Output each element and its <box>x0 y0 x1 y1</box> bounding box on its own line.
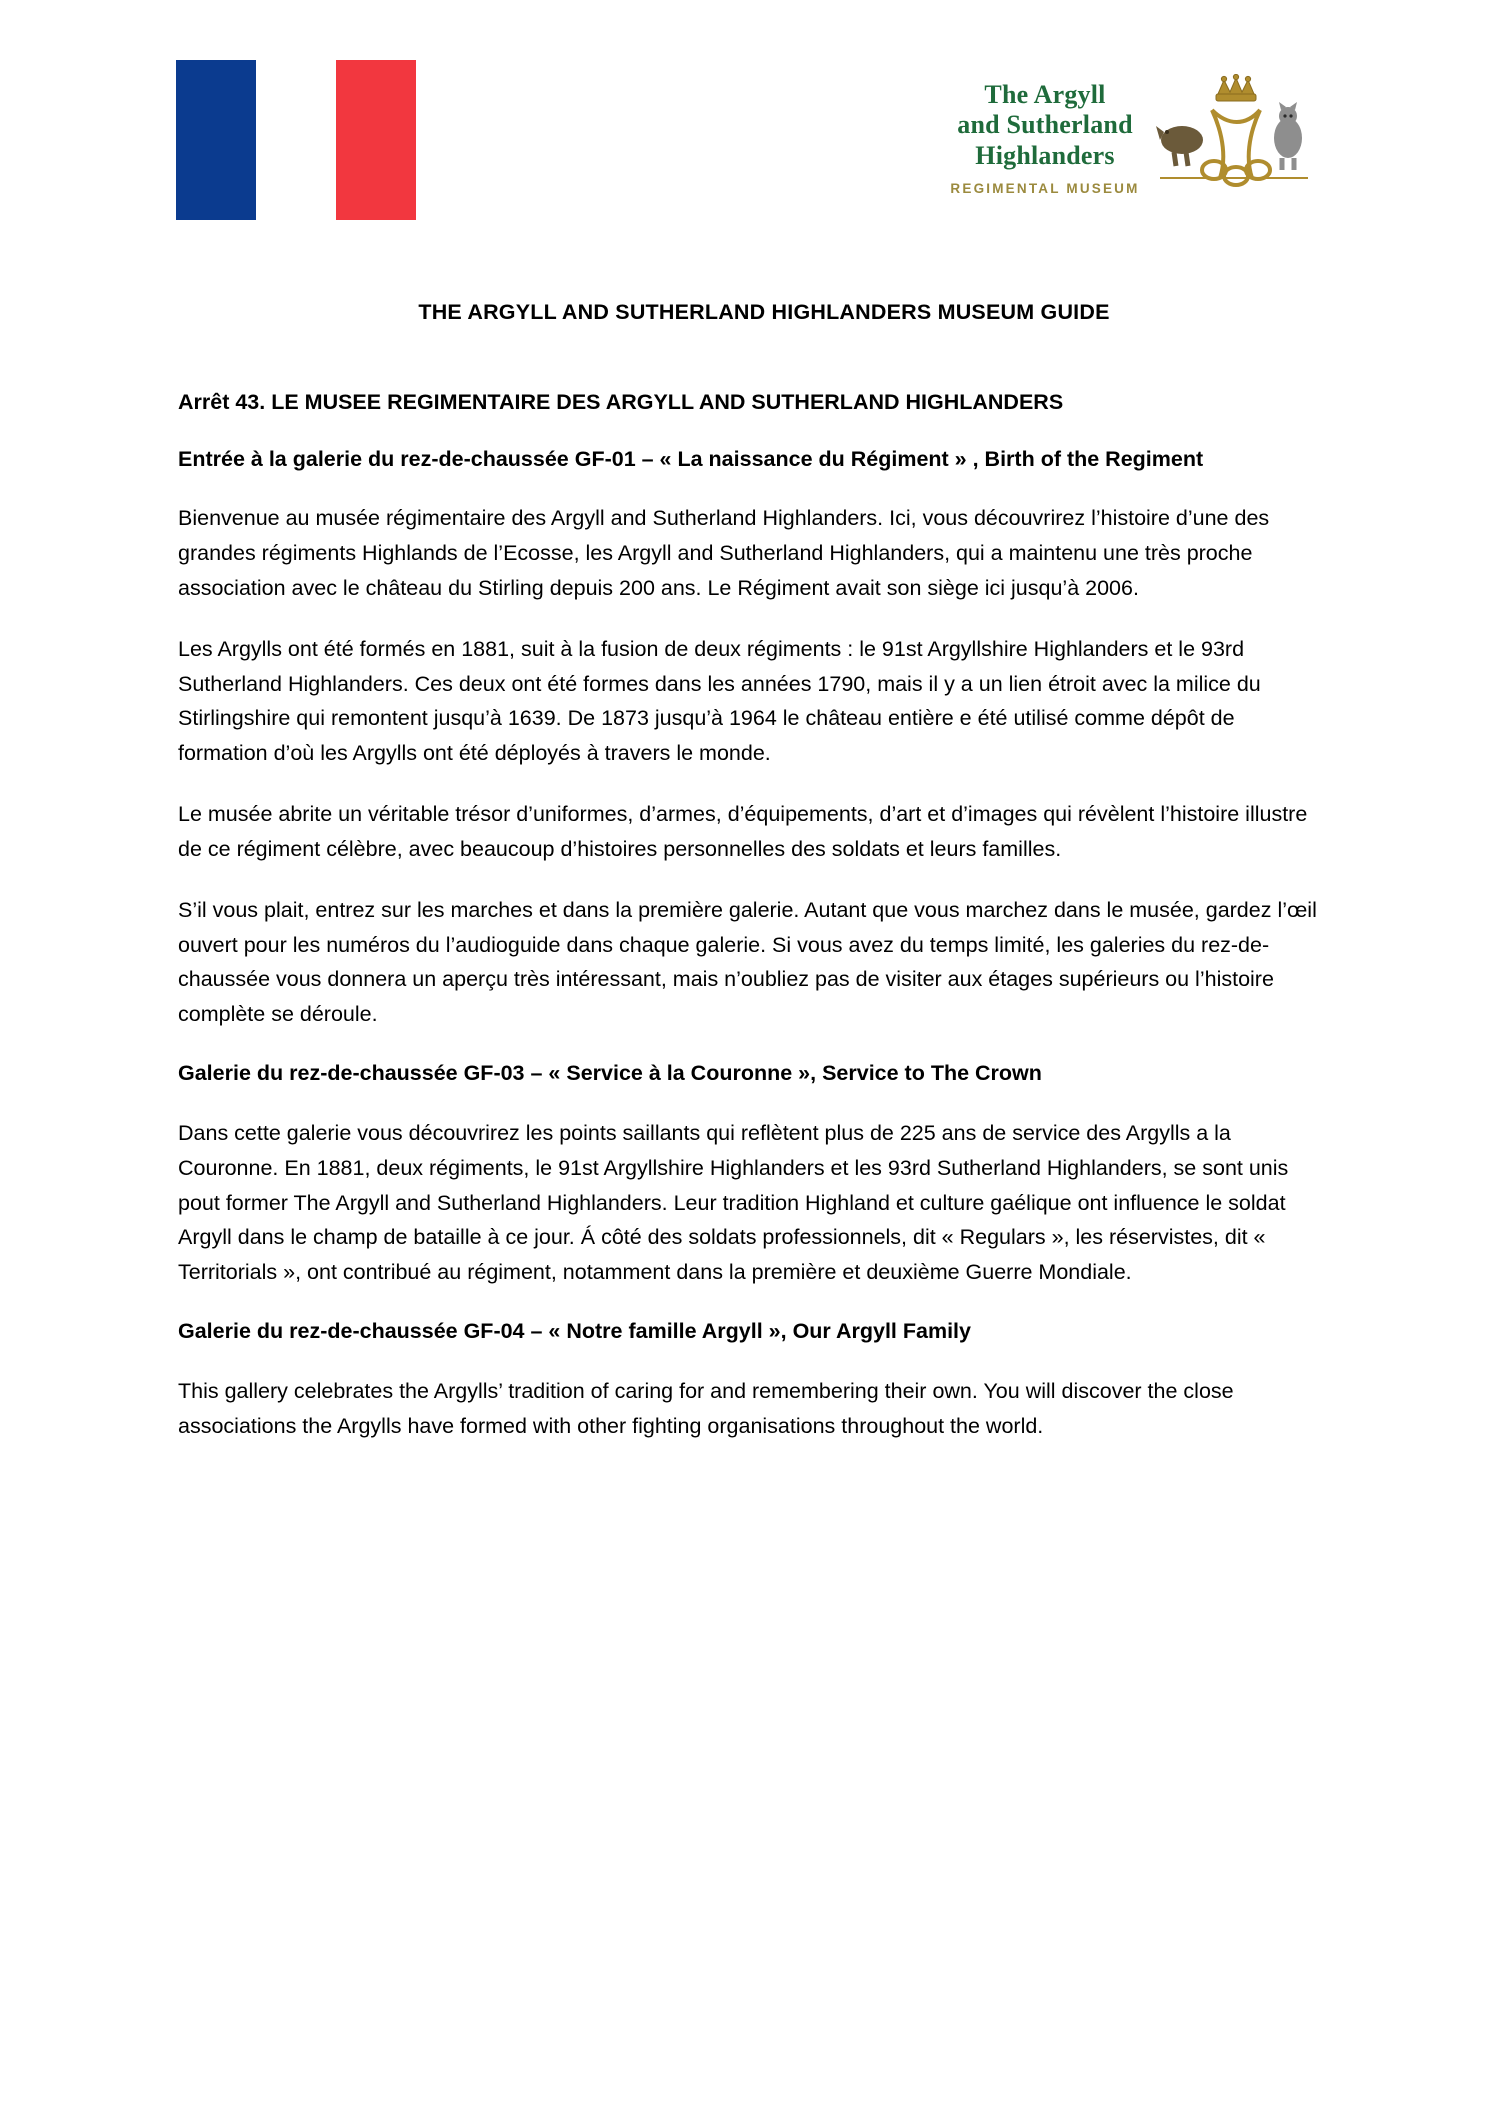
paragraph: Dans cette galerie vous découvrirez les points saillants qui reflètent plus de 225 ans de service des Argylls a la Couronne. En 1881, deux régiments, le 91st Argyllshire Highlanders et les 93rd Sutherland Highlanders, se sont unis pout former The Argyll and Sutherland Highlanders. Leur tradition Highland et culture gaélique ont influence le soldat Argyll dans le champ de bataille à ce jour. Á côté des soldats professionnels, dit « Regulars », les réservistes, dit « Territorials », ont contribué au régiment, notamment dans la première et deuxième Guerre Mondiale. <box>178 1120 1289 1285</box>
flag-band-blue <box>176 60 256 220</box>
paragraph: Les Argylls ont été formés en 1881, suit à la fusion de deux régiments : le 91st Argyllshire Highlanders et le 93rd Sutherland Highlanders. Ces deux ont été formes dans les années 1790, mais il y a un lien étroit avec la milice du Stirlingshire qui remontent jusqu’à 1639. De 1873 jusqu’à 1964 le château entière e été utilisé comme dépôt de formation d’où les Argylls ont été déployés à travers le monde. <box>178 636 1261 766</box>
sub-heading-gf01: Entrée à la galerie du rez-de-chaussée GF-01 – « La naissance du Régiment » , Birth of the Regiment <box>178 446 1204 471</box>
paragraph: This gallery celebrates the Argylls’ tradition of caring for and remembering their own. You will discover the close associations the Argylls have formed with other fighting organisations throughout the world. <box>178 1378 1234 1438</box>
document-header <box>0 0 1500 210</box>
logo-subtitle: REGIMENTAL MUSEUM <box>950 180 1140 196</box>
logo-line-3: Highlanders <box>975 140 1115 170</box>
logo-line-2: and Sutherland <box>957 110 1133 140</box>
flag-band-white <box>256 60 336 220</box>
page-title: THE ARGYLL AND SUTHERLAND HIGHLANDERS MUSEUM GUIDE <box>418 300 1110 324</box>
flag-band-red <box>336 60 416 220</box>
logo-line-1: The Argyll <box>984 79 1106 109</box>
regimental-museum-logo <box>934 72 1322 204</box>
document-body <box>178 300 1350 1444</box>
french-flag-icon <box>176 60 416 220</box>
section-heading: Arrêt 43. LE MUSEE REGIMENTAIRE DES ARGYLL AND SUTHERLAND HIGHLANDERS <box>178 390 1064 414</box>
heraldic-crest-icon <box>1154 74 1314 202</box>
sub-heading-gf03: Galerie du rez-de-chaussée GF-03 – « Service à la Couronne », Service to The Crown <box>178 1061 1042 1086</box>
paragraph: Le musée abrite un véritable trésor d’uniformes, d’armes, d’équipements, d’art et d’images qui révèlent l’histoire illustre de ce régiment célèbre, avec beaucoup d’histoires personnelles des soldats et leurs familles. <box>178 802 1308 861</box>
paragraph: Bienvenue au musée régimentaire des Argyll and Sutherland Highlanders. Ici, vous découvrirez l’histoire d’une des grandes régiments Highlands de l’Ecosse, les Argyll and Sutherland Highlanders, qui a maintenu une très proche association avec le château du Stirling depuis 200 ans. Le Régiment avait son siège ici jusqu’à 2006. <box>178 506 1270 600</box>
sub-heading-gf04: Galerie du rez-de-chaussée GF-04 – « Notre famille Argyll », Our Argyll Family <box>178 1319 971 1344</box>
logo-text <box>934 80 1150 197</box>
paragraph: S’il vous plait, entrez sur les marches et dans la première galerie. Autant que vous marchez dans le musée, gardez l’œil ouvert pour les numéros du l’audioguide dans chaque galerie. Si vous avez du temps limité, les galeries du rez-de-chaussée vous donnera un aperçu très intéressant, mais n’oubliez pas de visiter aux étages supérieurs ou l’histoire complète se déroule. <box>178 897 1317 1027</box>
